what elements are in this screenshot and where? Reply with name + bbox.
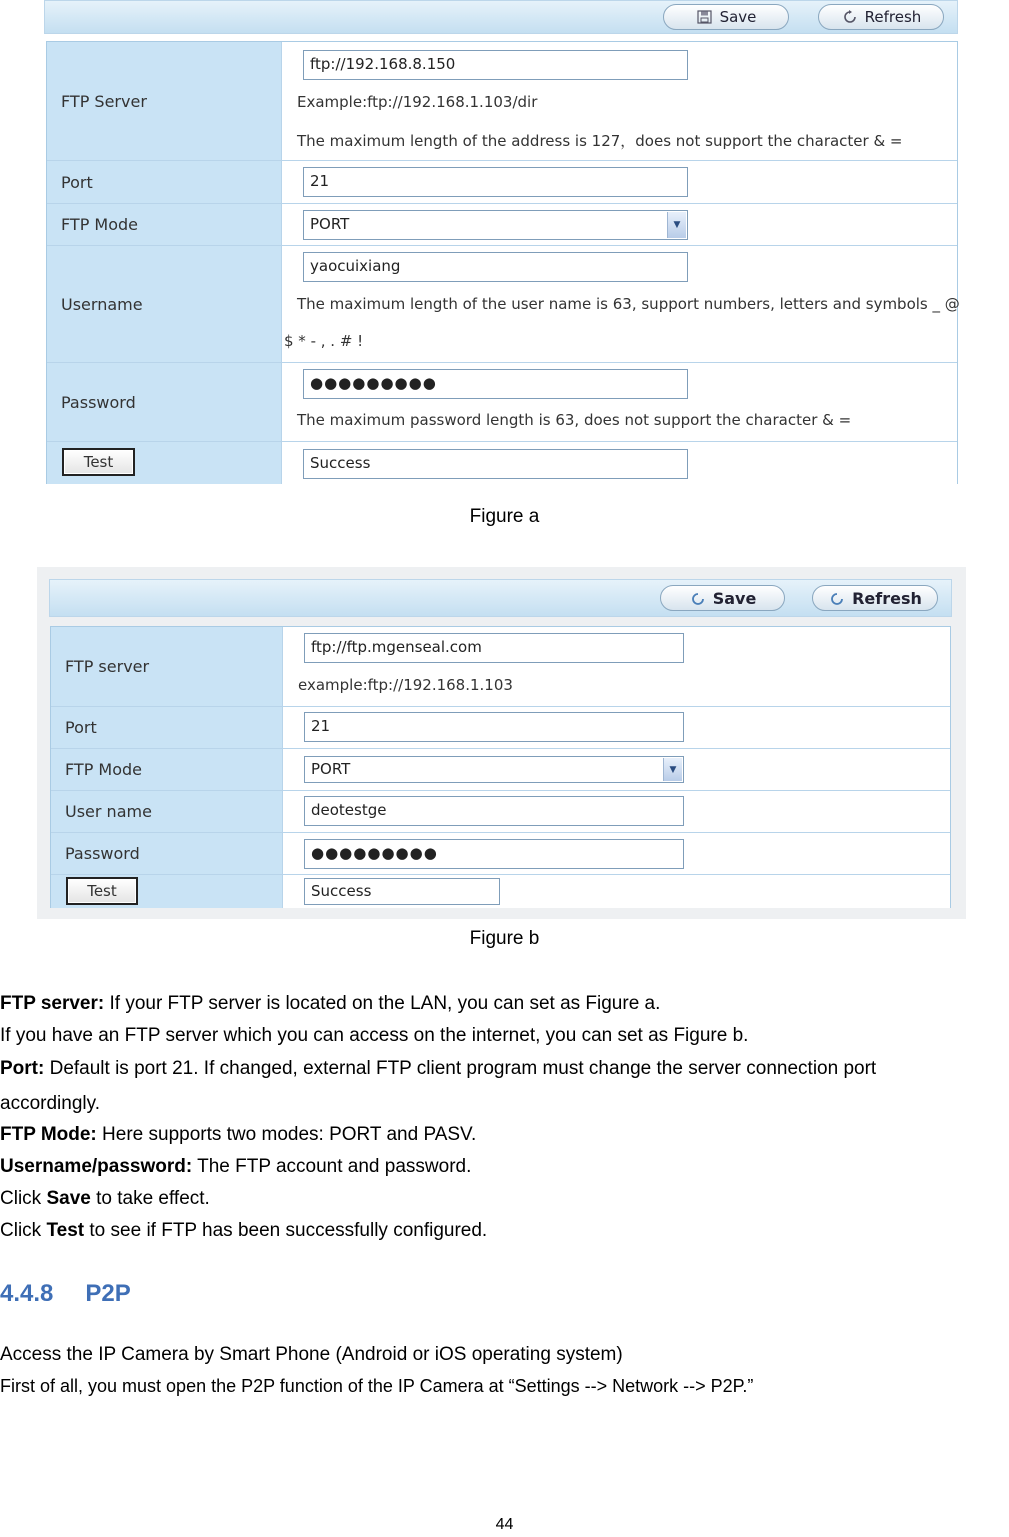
port-label: Port (51, 707, 283, 748)
username-label: User name (51, 791, 283, 832)
ftp-server-input[interactable]: ftp://192.168.8.150 (303, 50, 688, 80)
username-row (51, 791, 950, 833)
figure-b-caption: Figure b (469, 928, 540, 949)
save-label: Save (712, 588, 757, 608)
refresh-button[interactable] (812, 585, 938, 611)
password-note: The maximum password length is 63, does not support the character & = (297, 411, 852, 429)
floppy-disk-icon (696, 10, 714, 24)
username-row (47, 246, 960, 363)
ftp-mode-label: FTP Mode (51, 749, 283, 790)
chevron-down-icon[interactable]: ▼ (663, 758, 682, 781)
password-input[interactable]: ●●●●●●●●● (303, 369, 688, 399)
port-row (51, 707, 950, 749)
port-label: Port (47, 161, 282, 203)
section-heading-p2p: 4.4.8 P2P (0, 1280, 131, 1307)
ftp-server-label: FTP Server (47, 42, 282, 160)
ftp-server-input[interactable]: ftp://ftp.mgenseal.com (304, 633, 684, 663)
refresh-icon (689, 591, 707, 605)
ftp-form (46, 41, 958, 484)
toolbar (49, 579, 952, 617)
ftp-mode-row (51, 749, 950, 791)
refresh-label: Refresh (864, 8, 922, 26)
test-result-field: Success (303, 449, 688, 479)
paragraph-port: Port: Default is port 21. If changed, external FTP client program must change the server connection port (0, 1058, 877, 1079)
test-button[interactable]: Test (66, 877, 138, 905)
username-note-line1: The maximum length of the user name is 63, support numbers, letters and symbols _ @ (297, 295, 960, 313)
test-result-field: Success (304, 878, 500, 905)
refresh-icon (828, 591, 846, 605)
page-number: 44 (495, 1516, 514, 1533)
password-label: Password (47, 363, 282, 441)
ftp-server-example: example:ftp://192.168.1.103 (298, 676, 513, 694)
ftp-mode-value: PORT (310, 215, 350, 233)
ftp-server-example: Example:ftp://192.168.1.103/dir (297, 93, 538, 111)
ftp-mode-label: FTP Mode (47, 204, 282, 245)
ftp-server-note: The maximum length of the address is 127，does not support the character & = (297, 132, 903, 150)
paragraph-ftp-server: FTP server: If your FTP server is located on the LAN, you can set as Figure a. (0, 993, 661, 1014)
password-input[interactable]: ●●●●●●●●● (304, 839, 684, 869)
save-label: Save (719, 8, 757, 26)
paragraph-ftp-mode: FTP Mode: Here supports two modes: PORT and PASV. (0, 1124, 477, 1145)
figure-a-caption: Figure a (469, 506, 540, 527)
refresh-label: Refresh (852, 588, 922, 608)
username-note-line2: $ * - , . # ! (284, 332, 364, 350)
ftp-server-row (47, 42, 957, 161)
paragraph-test: Click Test to see if FTP has been successfully configured. (0, 1220, 488, 1241)
refresh-icon (841, 10, 859, 24)
paragraph-first-of-all: First of all, you must open the P2P function of the IP Camera at “Settings --> Network --> P2P.” (0, 1376, 754, 1396)
save-button[interactable] (660, 585, 785, 611)
paragraph-internet: If you have an FTP server which you can access on the internet, you can set as Figure b. (0, 1025, 749, 1046)
username-input[interactable]: deotestge (304, 796, 684, 826)
username-input[interactable]: yaocuixiang (303, 252, 688, 282)
ftp-mode-select[interactable] (303, 210, 688, 240)
paragraph-username-password: Username/password: The FTP account and password. (0, 1156, 472, 1177)
password-row (47, 363, 957, 442)
username-label: Username (47, 246, 282, 362)
ftp-mode-value: PORT (311, 760, 351, 778)
ftp-server-row (51, 627, 950, 707)
port-input[interactable]: 21 (304, 712, 684, 742)
password-label: Password (51, 833, 283, 874)
paragraph-save: Click Save to take effect. (0, 1188, 210, 1209)
ftp-server-label: FTP server (51, 627, 283, 706)
test-row (47, 442, 957, 484)
figure-a (44, 0, 958, 486)
test-button[interactable]: Test (62, 448, 135, 476)
test-row (51, 875, 950, 908)
password-row (51, 833, 950, 875)
ftp-mode-select[interactable] (304, 756, 684, 783)
port-input[interactable]: 21 (303, 167, 688, 197)
figure-b (37, 567, 966, 919)
paragraph-access: Access the IP Camera by Smart Phone (Android or iOS operating system) (0, 1344, 623, 1365)
ftp-mode-row (47, 204, 957, 246)
paragraph-port-cont: accordingly. (0, 1093, 100, 1114)
port-row (47, 161, 957, 204)
save-button[interactable] (663, 4, 789, 30)
refresh-button[interactable] (818, 4, 944, 30)
chevron-down-icon[interactable]: ▼ (667, 212, 686, 238)
ftp-form (50, 626, 951, 908)
toolbar (44, 0, 958, 34)
